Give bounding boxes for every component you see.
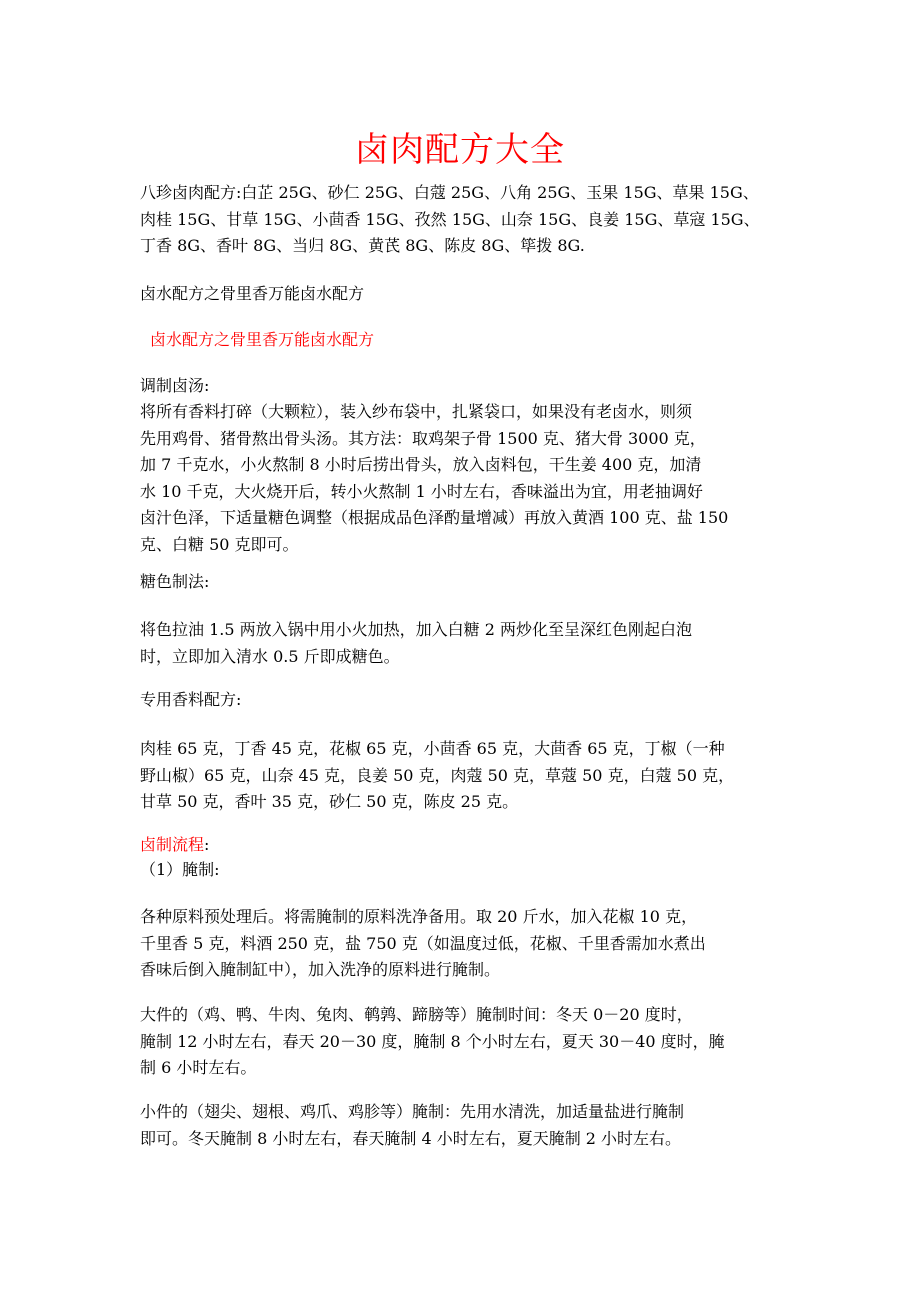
sugar-label: 糖色制法: bbox=[140, 572, 210, 591]
process-heading-text: 卤制流程 bbox=[140, 835, 205, 854]
section-heading-plain: 卤水配方之骨里香万能卤水配方 bbox=[140, 284, 365, 303]
step1-paragraph: 各种原料预处理后。将需腌制的原料洗净备用。取 20 斤水，加入花椒 10 克， 千里香 5 克，料酒 250 克，盐 750 克（如温度过低，花椒、千里香需加水煮出 香味后倒入腌制缸中），加入洗净的原料进行腌制。 bbox=[140, 907, 706, 979]
document-title: 卤肉配方大全 bbox=[355, 130, 565, 170]
sugar-paragraph: 将色拉油 1.5 两放入锅中用小火加热，加入白糖 2 两炒化至呈深红色刚起白泡 时，立即加入清水 0.5 斤即成糖色。 bbox=[140, 620, 692, 666]
process-heading-colon: : bbox=[204, 835, 210, 854]
process-heading bbox=[140, 832, 790, 859]
soup-paragraph: 将所有香料打碎（大颗粒），装入纱布袋中，扎紧袋口，如果没有老卤水，则须 先用鸡骨、猪骨熬出骨头汤。其方法：取鸡架子骨 1500 克、猪大骨 3000 克， 加 7 千克水，小火熬制 8 小时后捞出骨头，放入卤料包，干生姜 400 克，加清 水 10 千克，大火烧开后，转小火熬制 1 小时左右，香味溢出为宜，用老抽调好 卤汁色泽，下适量糖色调整（根据成品色泽酌量增减）再放入黄酒 100 克、盐 150 克、白糖 50 克即可。 bbox=[140, 402, 729, 554]
intro-paragraph: 八珍卤肉配方:白芷 25G、砂仁 25G、白蔻 25G、八角 25G、玉果 15G、草果 15G、 肉桂 15G、甘草 15G、小茴香 15G、孜然 15G、山奈 15G、良姜 15G、草寇 15G、 丁香 8G、香叶 8G、当归 8G、黄芪 8G、陈皮 8G、筚拨 8G. bbox=[140, 183, 760, 255]
step1-label: （1）腌制: bbox=[140, 860, 220, 879]
large-items-paragraph: 大件的（鸡、鸭、牛肉、兔肉、鹌鹑、蹄膀等）腌制时间：冬天 0－20 度时， 腌制 12 小时左右，春天 20－30 度，腌制 8 个小时左右，夏天 30－40 度时，腌 制 6 小时左右。 bbox=[140, 1005, 725, 1077]
spice-label: 专用香料配方: bbox=[140, 690, 242, 709]
soup-label: 调制卤汤: bbox=[140, 376, 210, 395]
small-items-paragraph: 小件的（翅尖、翅根、鸡爪、鸡胗等）腌制：先用水清洗，加适量盐进行腌制 即可。冬天腌制 8 小时左右，春天腌制 4 小时左右，夏天腌制 2 小时左右。 bbox=[140, 1102, 685, 1148]
section-heading-red: 卤水配方之骨里香万能卤水配方 bbox=[150, 330, 375, 349]
spice-paragraph: 肉桂 65 克，丁香 45 克，花椒 65 克，小茴香 65 克，大茴香 65 克，丁椒（一种 野山椒）65 克，山奈 45 克，良姜 50 克，肉蔻 50 克，草蔻 50 克，白蔻 50 克， 甘草 50 克，香叶 35 克，砂仁 50 克，陈皮 25 克。 bbox=[140, 739, 735, 811]
